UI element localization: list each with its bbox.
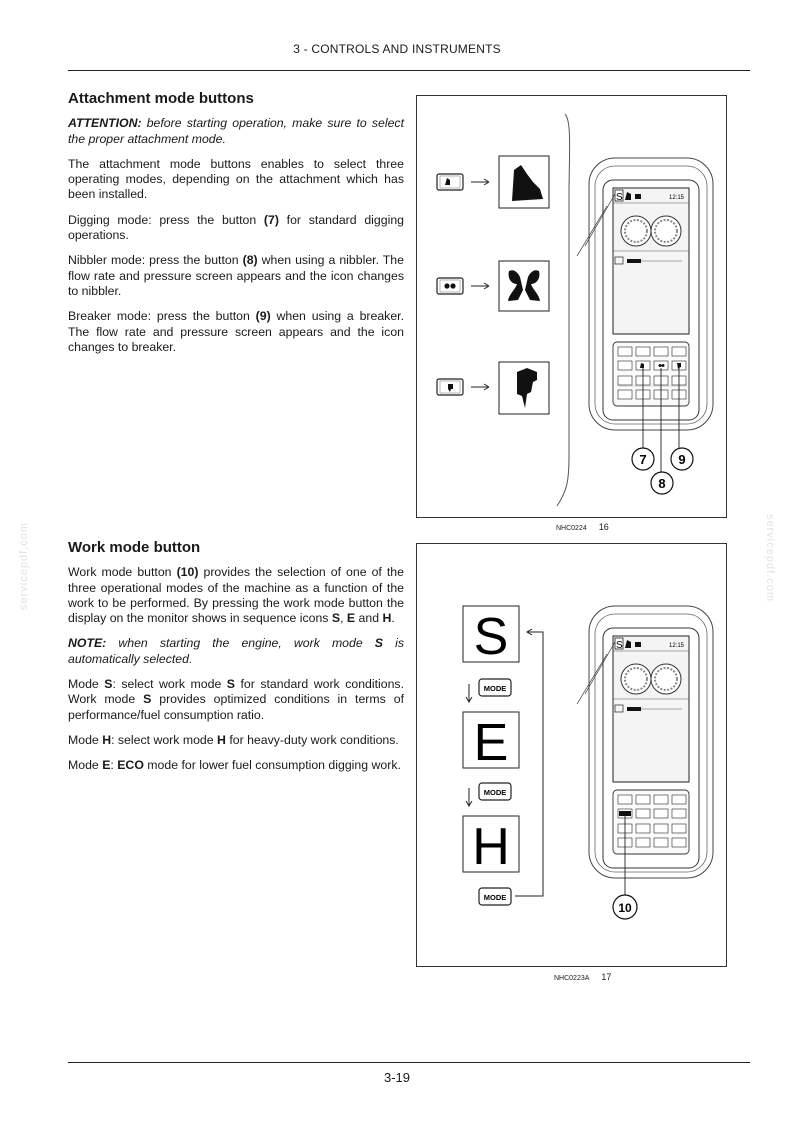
- monitor-time-text: 12:15: [669, 195, 685, 201]
- mode-button-icon: [479, 679, 511, 696]
- figure-attachment-drawing: [417, 96, 728, 519]
- attention-paragraph: ATTENTION: before starting operation, make sure to select the proper attachment mode.: [68, 116, 404, 146]
- monitor-mode-text: S: [616, 640, 623, 651]
- callout-10: [613, 895, 637, 919]
- svg-text:S: S: [473, 608, 509, 666]
- callout-9: [671, 448, 693, 470]
- svg-text:7: 7: [639, 452, 647, 467]
- svg-text:MODE: MODE: [483, 684, 507, 693]
- mode-s-icon: [463, 606, 519, 666]
- figure-work-mode: [416, 543, 727, 967]
- mode-e-paragraph: Mode E: ECO mode for lower fuel consumption digging work.: [68, 758, 401, 773]
- monitor-time-text: 12:15: [669, 643, 685, 649]
- page-header: 3 - CONTROLS AND INSTRUMENTS: [293, 42, 501, 56]
- mode-e-icon: [463, 712, 519, 772]
- figure-work-mode-drawing: [417, 544, 728, 968]
- figure-caption: NHC0223A 17: [554, 972, 612, 982]
- monitor-illustration: [589, 158, 713, 430]
- mode-button-icon: [479, 888, 511, 905]
- callout-8: [651, 472, 673, 494]
- svg-text:E: E: [473, 714, 509, 772]
- monitor-mode-text: S: [616, 192, 623, 203]
- svg-text:9: 9: [678, 452, 686, 467]
- svg-text:H: H: [472, 818, 510, 876]
- figure-attachment-buttons: [416, 95, 727, 518]
- paragraph: The attachment mode buttons enables to select three operating modes, depending on the attachment which has been installed.: [68, 156, 404, 202]
- callout-7: [632, 448, 654, 470]
- mode-button-icon: [479, 783, 511, 800]
- digging-mode-paragraph: Digging mode: press the button (7) for standard digging operations.: [68, 212, 404, 243]
- note-paragraph: NOTE: when starting the engine, work mode S is automatically selected.: [68, 636, 404, 666]
- section-attachment-mode: [68, 91, 404, 365]
- section-heading: Work mode button: [68, 539, 201, 556]
- svg-text:MODE: MODE: [483, 788, 507, 797]
- section-heading: Attachment mode buttons: [68, 90, 254, 107]
- breaker-mode-paragraph: Breaker mode: press the button (9) when using a breaker. The flow rate and pressure screen appears and the icon changes to breaker.: [68, 309, 405, 354]
- figure-caption: NHC0224 16: [556, 522, 609, 532]
- mode-s-paragraph: Mode S: select work mode S for standard work conditions. Work mode S provides optimized conditions in terms of performance/fuel consumption ratio.: [68, 677, 404, 722]
- footer-rule: [68, 1062, 750, 1063]
- paragraph: Work mode button (10) provides the selection of one of the three operational modes of the machine as a function of the work to be performed. By pressing the work mode button the display on the monitor shows in sequence icons S, E and H.: [68, 565, 404, 626]
- svg-text:8: 8: [658, 476, 666, 491]
- svg-text:10: 10: [618, 901, 632, 915]
- page-number: 3-19: [383, 1070, 411, 1085]
- nibbler-button-icon: [437, 278, 463, 294]
- monitor-illustration: [589, 606, 713, 878]
- nibbler-mode-paragraph: Nibbler mode: press the button (8) when using a nibbler. The flow rate and pressure screen appears and the icon changes to nibbler.: [68, 253, 404, 298]
- watermark-left: servicepdf.com: [17, 522, 30, 610]
- breaker-button-icon: [437, 379, 463, 395]
- digging-button-icon: [437, 174, 463, 190]
- mode-h-paragraph: Mode H: select work mode H for heavy-duty work conditions.: [68, 732, 399, 747]
- mode-h-icon: [463, 816, 519, 876]
- watermark-right: servicepdf.com: [763, 514, 776, 602]
- section-work-mode: [68, 540, 404, 784]
- svg-text:MODE: MODE: [483, 893, 507, 902]
- header-rule: [68, 70, 750, 71]
